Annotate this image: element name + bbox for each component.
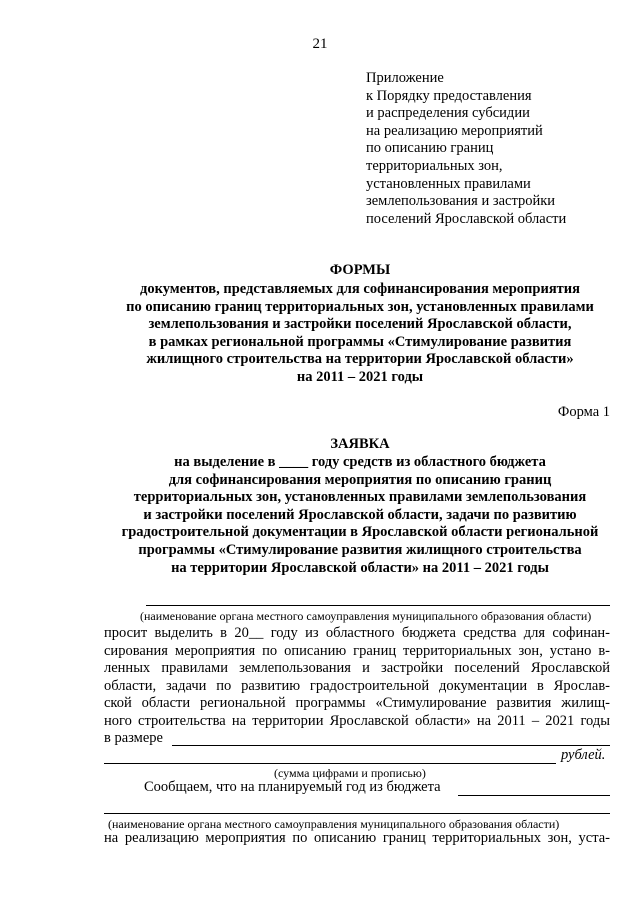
amount-suffix: рублей. [561,747,606,763]
amount-prefix: в размере [104,730,163,746]
forms-subtitle-line: на 2011 – 2021 годы [296,368,424,385]
appendix-line: на реализацию мероприятий [366,122,543,139]
forms-subtitle-line: в рамках региональной программы «Стимулирование развития [148,333,572,350]
application-subtitle-line: и застройки поселений Ярославской области, задачи по развитию [143,506,577,523]
application-heading: ЗАЯВКА [330,436,390,452]
sum-caption: (сумма цифрами и прописью) [274,766,426,780]
forms-subtitle [96,281,624,387]
appendix-line: поселений Ярославской области [366,210,567,227]
paragraph-line: ской области региональной программы «Стимулирование развития жилищ- [104,695,610,712]
application-subtitle-line: на выделение в ____ году средств из областного бюджета [174,454,546,470]
application-subtitle-line: градостроительной документации в Ярославской области региональной [121,524,599,541]
appendix-line: установленных правилами [366,175,531,192]
form-number-label: Форма 1 [557,404,610,420]
appendix-line: территориальных зон, [366,157,503,174]
application-subtitle-line: территориальных зон, установленных правилами землепользования [133,489,587,506]
forms-heading: ФОРМЫ [329,262,391,278]
forms-subtitle-line: землепользования и застройки поселений Ярославской области, [148,316,572,333]
forms-subtitle-line: по описанию границ территориальных зон, установленных правилами [126,298,594,315]
appendix-note [366,70,566,228]
application-subtitle-line: программы «Стимулирование развития жилищного строительства [138,541,582,558]
paragraph-line: ленных правилами землепользования и застройки поселений Ярославской [104,660,610,677]
paragraph-line: на реализацию мероприятия по описанию границ территориальных зон, уста- [104,830,610,846]
authority-caption-2: (наименование органа местного самоуправления муниципального образования области) [108,817,560,831]
budget-blank-line[interactable] [458,795,610,796]
application-subtitle-line: для софинансирования мероприятия по описанию границ [168,471,552,488]
authority-blank-line-2[interactable] [104,813,610,814]
forms-subtitle-line: жилищного строительства на территории Ярославской области» [146,351,574,368]
paragraph-line: сирования мероприятия по описанию границ территориальных зон, устано в- [104,642,610,659]
amount-blank-line-2[interactable] [104,763,556,764]
appendix-line: по описанию границ [366,140,494,157]
application-subtitle [96,454,624,577]
authority-caption: (наименование органа местного самоуправления муниципального образования области) [140,609,592,623]
paragraph-line: области, задачи по развитию градостроительной документации в Ярослав- [104,677,610,694]
forms-subtitle-line: документов, представляемых для софинансирования мероприятия [139,281,580,297]
amount-blank-line-1[interactable] [172,745,610,746]
appendix-line: Приложение [366,70,444,86]
paragraph-line: просит выделить в 20__ году из областного бюджета средства для софинан- [104,625,610,641]
appendix-line: к Порядку предоставления [366,87,532,104]
continuation-line [104,830,610,848]
page-number: 21 [312,36,328,52]
authority-blank-line[interactable] [146,605,610,606]
appendix-line: и распределения субсидии [366,105,530,122]
paragraph-line: ного строительства на территории Ярославской области» на 2011 – 2021 годы [104,712,610,729]
application-subtitle-line: на территории Ярославской области» на 2011 – 2021 годы [171,559,549,576]
inform-text: Сообщаем, что на планируемый год из бюджета [144,779,441,795]
appendix-line: землепользования и застройки [366,193,556,210]
request-paragraph [104,625,610,731]
